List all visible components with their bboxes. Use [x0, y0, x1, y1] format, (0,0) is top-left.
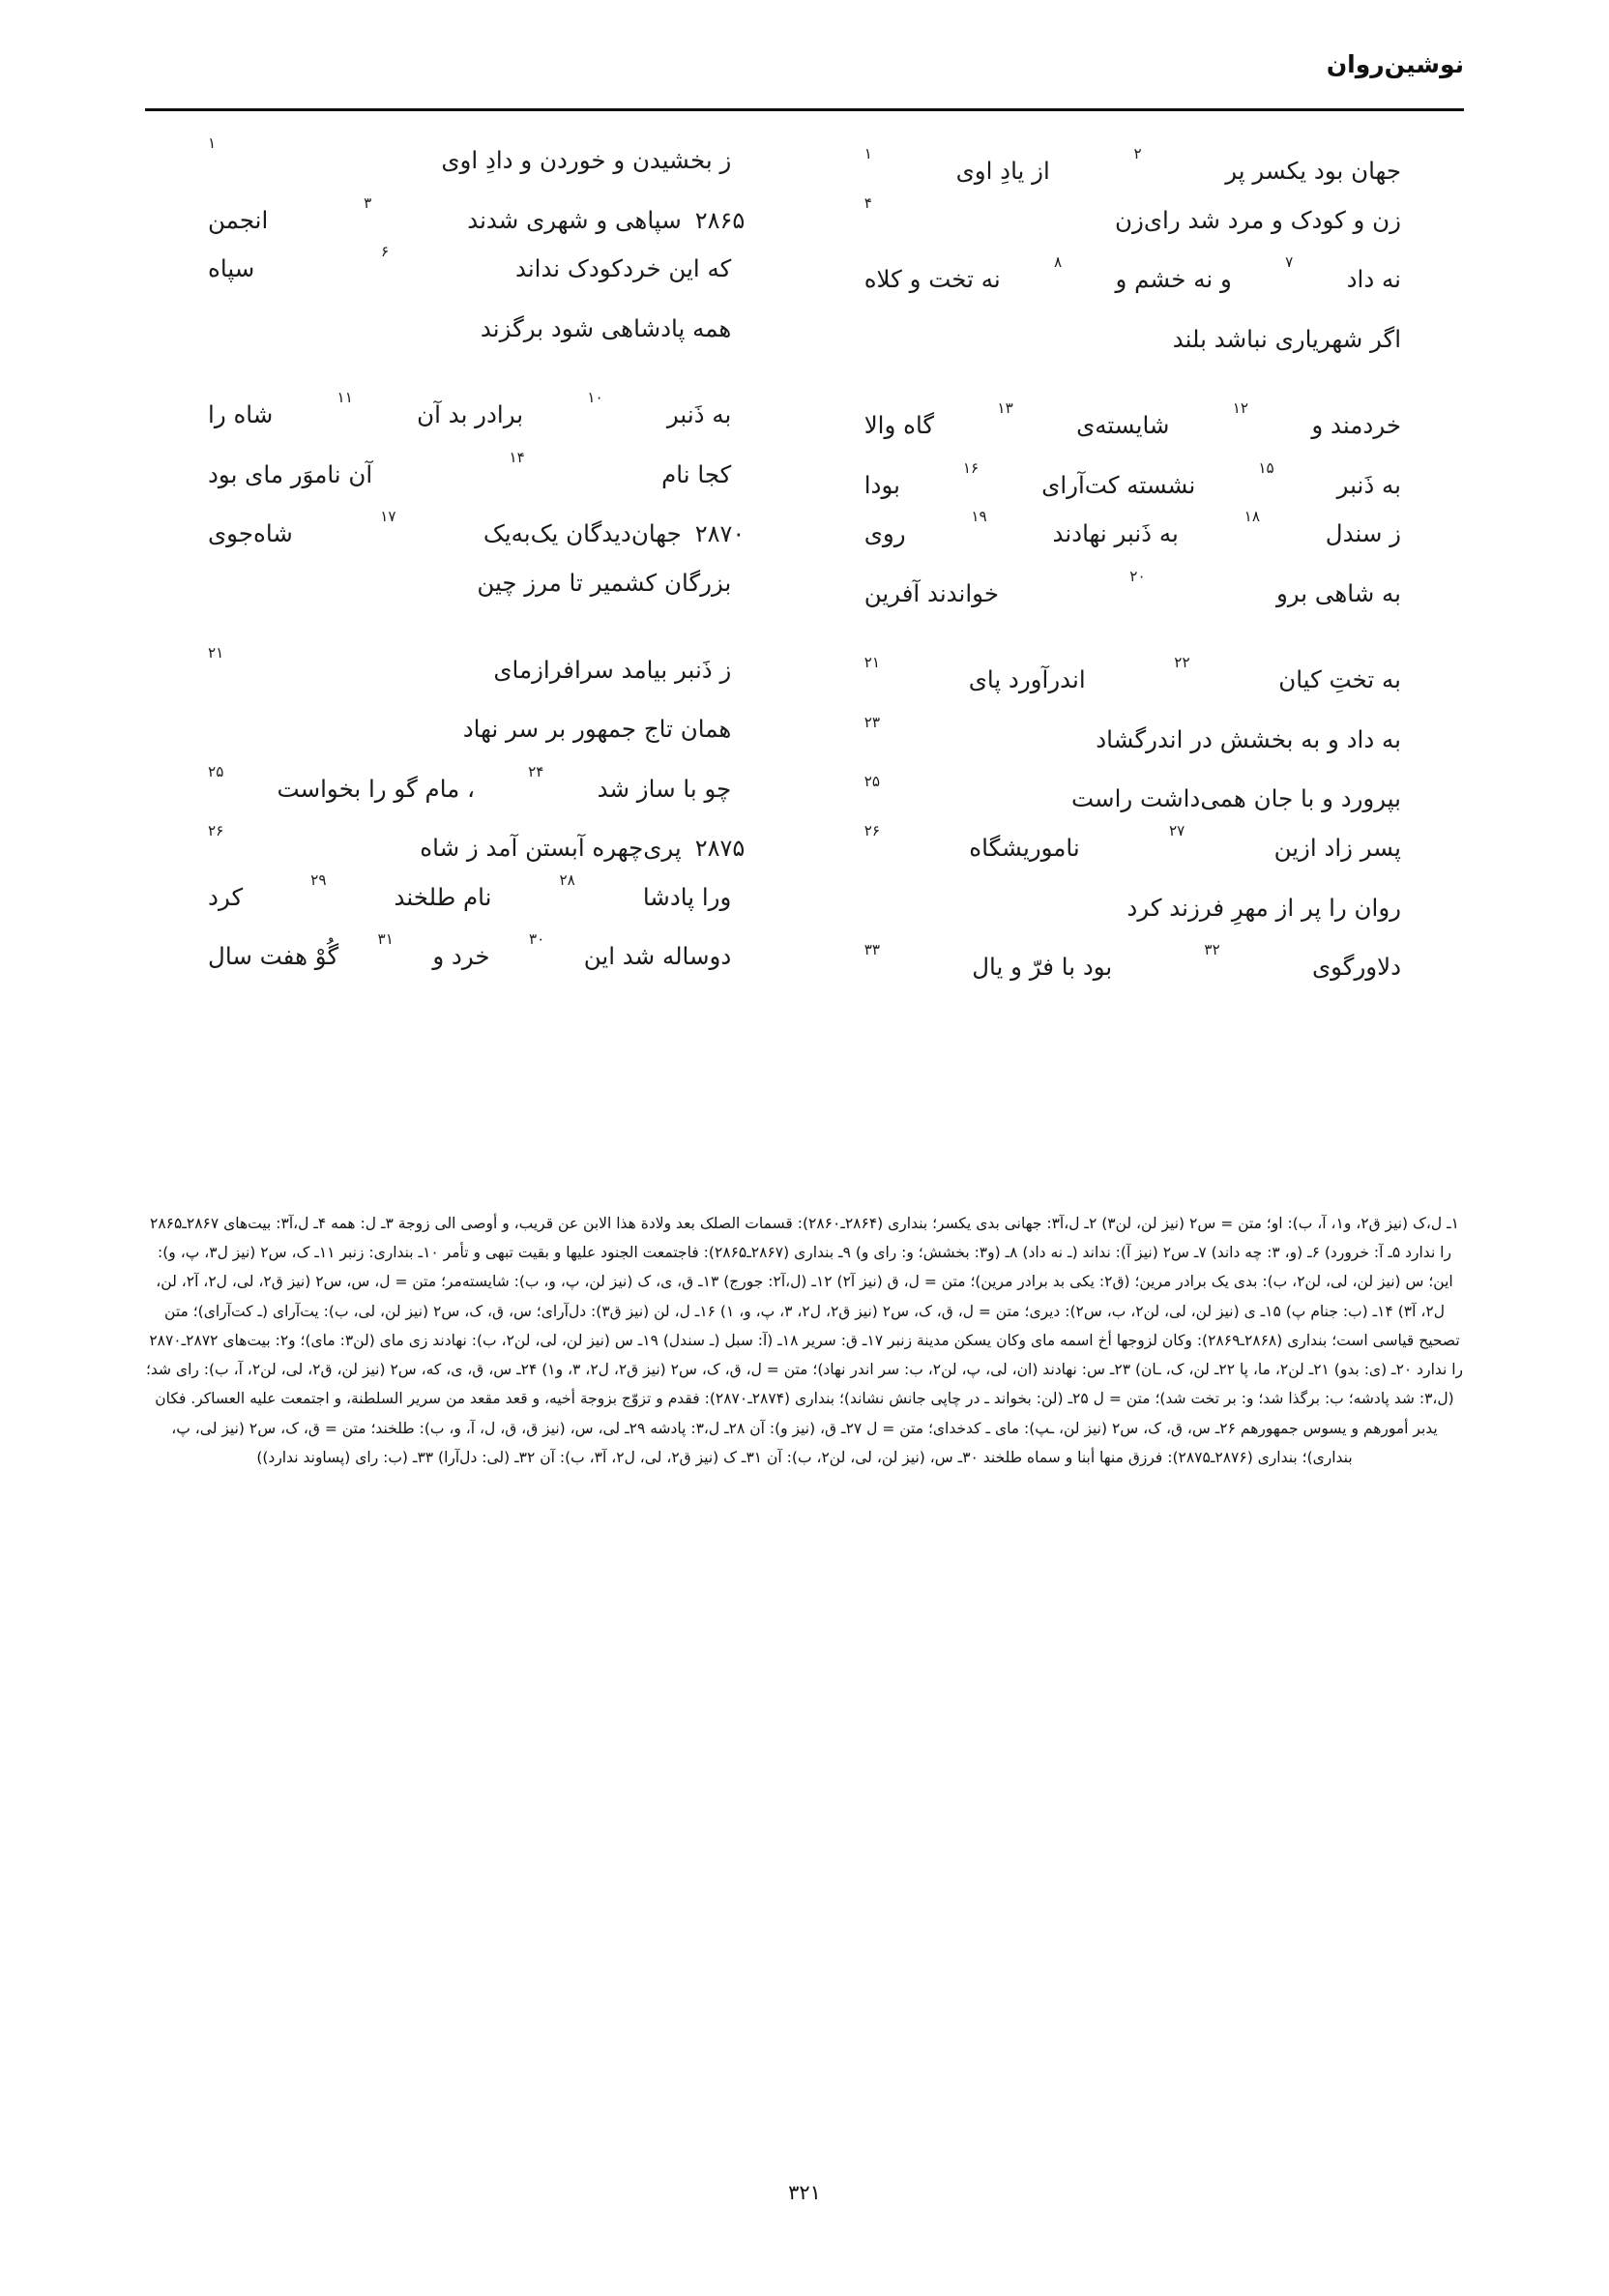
hemistich-text: بپرورد و با جان همی‌داشت راست ۲۵: [863, 773, 1401, 813]
hemistich-left: [863, 822, 1401, 867]
hemistich-left: [863, 941, 1401, 986]
hemistich-left: [863, 567, 1401, 612]
verse-line: [208, 243, 1401, 298]
stanza: [208, 134, 1401, 357]
verse-line: [208, 389, 1401, 444]
verse-line: [208, 134, 1401, 190]
page-header: [145, 50, 1464, 89]
verse-line: [208, 448, 1401, 504]
hemistich-text: به داد و به بخشش در اندرگشاد ۲۳: [863, 713, 1401, 753]
hemistich-right: [208, 508, 746, 552]
verse-number: ۲۸۶۵: [694, 206, 746, 234]
header-divider: [145, 108, 1464, 111]
hemistich-right: [208, 566, 745, 602]
hemistich-right: [208, 870, 745, 916]
hemistich-right: [208, 134, 745, 179]
hemistich-left: [863, 773, 1401, 817]
hemistich-left: [863, 399, 1401, 444]
verse-number: ۲۸۷۰: [694, 520, 746, 548]
hemistich-text: اگر شهریاری نباشد بلند: [1172, 324, 1401, 353]
stanza: [208, 389, 1401, 611]
hemistich-text: دلاورگوی ۳۲ بود با فرّ و یال ۳۳: [863, 941, 1401, 981]
hemistich-right: [208, 930, 745, 975]
hemistich-text: ز ذَنبر بیامد سرافرازمای ۲۱: [208, 643, 732, 684]
hemistich-left: [863, 654, 1401, 698]
hemistich-right: [208, 643, 745, 689]
hemistich-right: [208, 193, 746, 239]
stanza: [208, 643, 1401, 986]
hemistich-left: [863, 253, 1401, 298]
header-title: نوشین‌روان: [1326, 50, 1464, 78]
hemistich-text: جهان‌دیدگان یک‌به‌یک ۱۷ شاه‌جوی: [208, 508, 682, 548]
hemistich-text: پسر زاد ازین ۲۷ ناموریشگاه ۲۶: [863, 822, 1401, 862]
hemistich-left: [863, 458, 1401, 504]
hemistich-left: [863, 193, 1401, 239]
hemistich-text: بزرگان کشمیر تا مرز چین: [477, 569, 732, 597]
hemistich-text: جهان بود یکسر پر ۲ از یادِ اوی ۱: [863, 144, 1401, 185]
hemistich-right: [208, 822, 746, 867]
hemistich-right: [208, 311, 745, 347]
verse-line: [208, 822, 1401, 867]
hemistich-text: خردمند و ۱۲ شایسته‌ی ۱۳ گاه والا: [863, 399, 1401, 439]
verse-line: [208, 762, 1401, 818]
hemistich-right: [208, 243, 745, 287]
verse-line: [208, 643, 1401, 699]
hemistich-text: چو با ساز شد ۲۴ ، مام گو را بخواست ۲۵: [208, 762, 732, 803]
hemistich-text: که این خردکودک نداند ۶ سپاه: [208, 243, 732, 283]
hemistich-text: همه پادشاهی شود برگزند: [480, 313, 732, 342]
verse-line: [208, 193, 1401, 239]
hemistich-text: به ذَنبر ۱۰ برادر بد آن ۱۱ شاه را: [208, 389, 732, 429]
footnotes-block: [145, 1209, 1464, 1472]
verse-line: [208, 311, 1401, 358]
hemistich-text: به ذَنبر ۱۵ نشسته کت‌آرای ۱۶ بودا: [863, 458, 1401, 499]
hemistich-text: کجا نام ۱۴ آن ناموَر مای بود: [208, 448, 732, 488]
hemistich-text: نه داد ۷ و نه خشم و ۸ نه تخت و کلاه: [863, 253, 1401, 293]
hemistich-text: پری‌چهره آبستن آمد ز شاه ۲۶: [208, 822, 682, 862]
hemistich-text: همان تاج جمهور بر سر نهاد: [462, 715, 732, 743]
verse-line: [208, 930, 1401, 986]
verse-line: [208, 566, 1401, 612]
verse-line: [208, 870, 1401, 927]
hemistich-left: [863, 713, 1401, 758]
hemistich-text: زن و کودک و مرد شد رای‌زن ۴: [863, 193, 1401, 234]
hemistich-left: [863, 508, 1401, 552]
verse-number: ۲۸۷۵: [694, 835, 746, 862]
hemistich-text: دوساله شد این ۳۰ خرد و ۳۱ گُوْ هفت سال: [208, 930, 732, 971]
verse-line: [208, 712, 1401, 758]
hemistich-right: [208, 448, 745, 493]
verse-area: [208, 134, 1401, 1026]
hemistich-text: سپاهی و شهری شدند ۳ انجمن: [208, 193, 682, 234]
hemistich-left: [863, 144, 1401, 190]
hemistich-right: [208, 762, 745, 808]
hemistich-text: به شاهی برو ۲۰ خواندند آفرین: [863, 567, 1401, 607]
hemistich-text: ز سندل ۱۸ به ذَنبر نهادند ۱۹ روی: [863, 508, 1401, 548]
hemistich-text: ورا پادشا ۲۸ نام طلخند ۲۹ کرد: [208, 870, 732, 911]
hemistich-left: [864, 891, 1401, 927]
hemistich-text: روان را پر از مهرِ فرزند کرد: [1126, 893, 1401, 922]
footnote-text: ۱ـ ل،ک (نیز ق۲، و۱، آ، ب): او؛ متن = س۲ (نیز لن، لن۳) ۲ـ ل،آ۳: جهانی بدی یکسر؛ بنداری (۲۸۶۴ـ۲۸۶۰): قسمات الصلک بعد ولادة هذا الابن عن قریب، و أوصی الی زوجة ۳ـ ل: همه ۴ـ ل،آ۳: بیت‌های ۲۸۶۷ـ۲۸۶۵ را ندارد ۵ـ آ: خرورد) ۶ـ (و، ۳: چه داند) ۷ـ س۲ (نیز آ): نداند (ـ نه داد) ۸ـ (و۳: بخشش؛ و: رای و) ۹ـ بنداری (۲۸۶۷ـ۲۸۶۵): فاجتمعت الجنود علیها و بقیت تبهی و تأمر ۱۰ـ بنداری: زنبر ۱۱ـ ک، س۲ (نیز ل۳، پ، و): این؛ س (نیز لن، لی، لن۲، ب): بدی یک برادر مرین؛ (ق۲: یکی بد برادر مرین)؛ متن = ل، ق (نیز آ۲) ۱۲ـ (ل،آ۲: جورج) ۱۳ـ ق، ی، ک (نیز لن، پ، و، ب): شایسته‌مر؛ متن = ل، س، س۲ (نیز ق۲، لی، ل۲، آ۲، لن، ل۲، آ۳) ۱۴ـ (ب: جنام پ) ۱۵ـ ی (نیز لن، لی، لن۲، ب، س۲): دیری؛ متن = ل، ق، ک، س۲ (نیز ق۲، ل۲، ۳، پ، و، ۱) ۱۶ـ ل، لن (نیز ق۳): دل‌آرای؛ س، ق، ک، س۲ (نیز لن، لی، ب): یت‌آرای (ـ کت‌آرای)؛ متن تصحیح قیاسی است؛ بنداری (۲۸۶۸ـ۲۸۶۹): وکان لزوجها أخ اسمه مای وکان یسکن مدینة زنبر ۱۷ـ ق: سریر ۱۸ـ (آ: سبل (ـ سندل) ۱۹ـ س (نیز لن، لی، لن۲، ب): نهادند زی مای (لن۳: مای)؛ و۲: بیت‌های ۲۸۷۲ـ۲۸۷۰ را ندارد ۲۰ـ (ی: بدو) ۲۱ـ لن۲، ما، پا ۲۲ـ لن، ک، ـان) ۲۳ـ س: نهادند (ان، لی، پ، لن۲، ب: سر اندر نهاد)؛ متن = ل، ق، ک، س۲ (نیز ق۲، ل۲، ۳، و۱) ۲۴ـ س، ق، ی، که، س۲ (نیز لن، ق۲، لی، لن۲، آ، ب): رای شد؛ (ل،۳: شد پادشه؛ ب: برگذا شد؛ و: بر تخت شد)؛ متن = ل ۲۵ـ (لن: بخواند ـ در چاپی جانش نشاند)؛ بنداری (۲۸۷۴ـ۲۸۷۰): فقدم و تزوّج بزوجة أخیه، و قعد مقعد من سریر السلطنة، و اجتمعت علیه العساکر. فکان یدبر أمورهم و یسوس جمهورهم ۲۶ـ س، ق، ک، س۲ (نیز لن، ـپ): مای ـ کدخدای؛ متن = ل ۲۷ـ ق، (نیز و): آن ۲۸ـ ل،۳: پادشه ۲۹ـ لی، س، (نیز ق، ق، ل، آ، و، ب): طلخند؛ متن = ق، ک، س۲ (نیز لی، پ، بنداری)؛ بنداری (۲۸۷۶ـ۲۸۷۵): فرزق منها أبنا و سماه طلخند ۳۰ـ س، (نیز لن، لی، لن۲، ب): آن ۳۱ـ ک (نیز ق۲، لی، ل۲، آ۳، ب): آن ۳۲ـ (لی: دل‌آرا) ۳۳ـ (ب: رای (پساوند ندارد)): [145, 1215, 1464, 1466]
hemistich-left: [864, 322, 1401, 358]
hemistich-text: ز بخشیدن و خوردن و دادِ اوی ۱: [208, 134, 732, 174]
verse-line: [208, 508, 1401, 552]
hemistich-right: [208, 389, 745, 433]
hemistich-right: [208, 712, 745, 748]
page-number: ۳۲۱: [788, 2181, 821, 2204]
hemistich-text: به تختِ کیان ۲۲ اندرآورد پای ۲۱: [863, 654, 1401, 694]
